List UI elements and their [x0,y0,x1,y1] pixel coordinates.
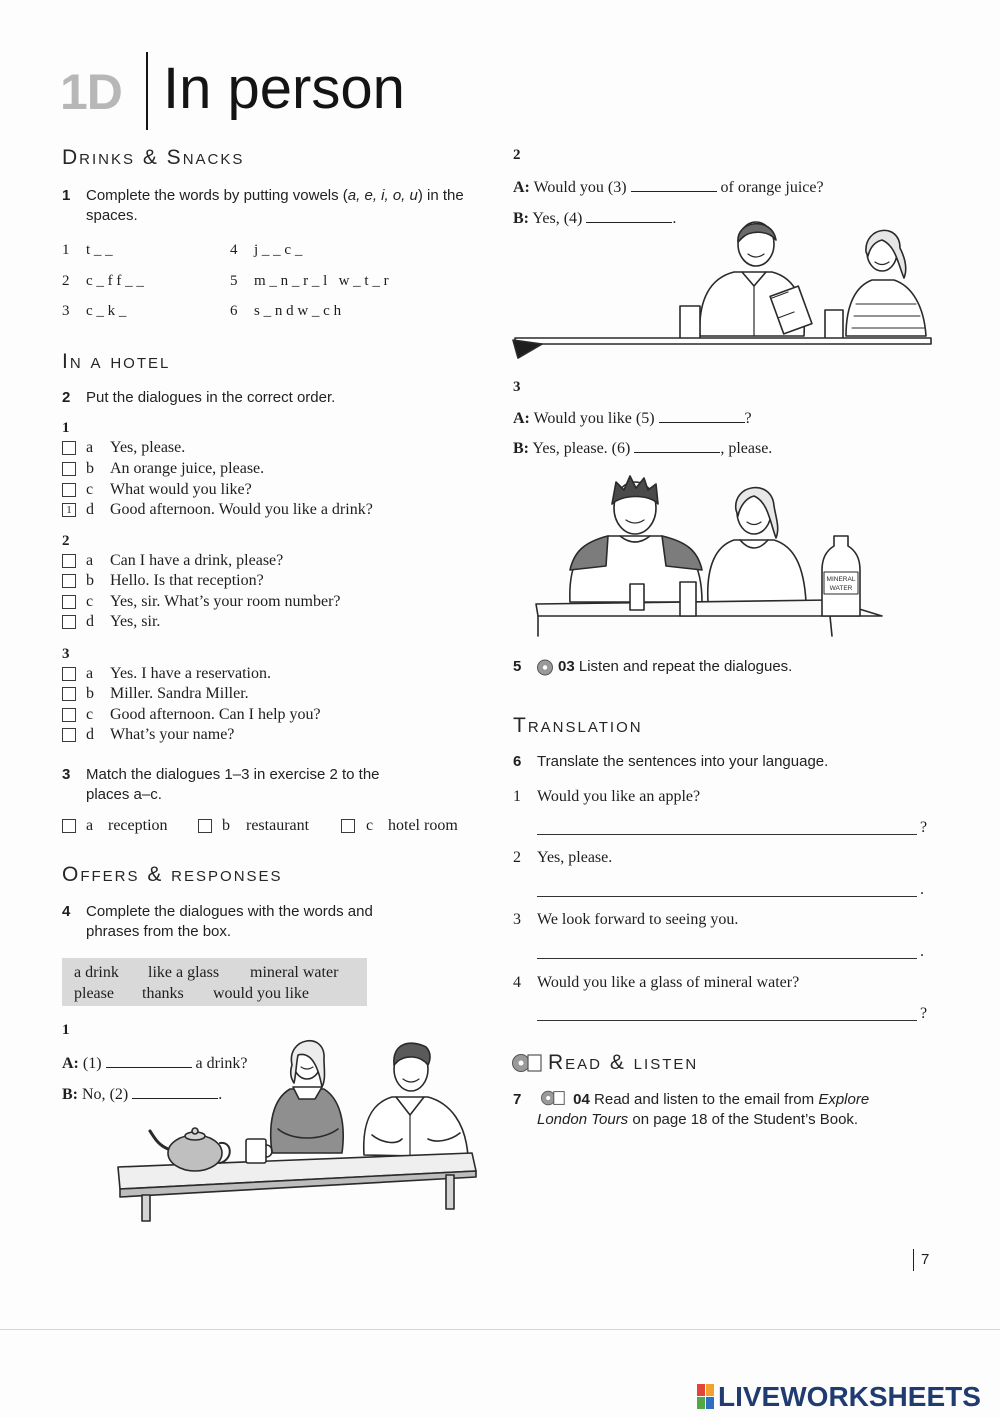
line-letter: c [86,706,94,723]
word-puzzle[interactable]: c _ k _ [86,303,127,319]
line-text: Would you [533,179,608,196]
speaker-label: B: [62,1086,78,1103]
exercise-instruction [558,657,792,677]
dialogue-number: 2 [513,147,521,163]
cd-icon[interactable] [537,1090,569,1106]
word-number: 6 [230,303,238,319]
bottle-label-line: WATER [829,585,853,592]
sentence-number: 1 [513,788,521,805]
dialogue-line: Yes. I have a reservation. [110,665,271,682]
sentence-end-mark: . [920,943,924,960]
place-letter: b [222,817,230,834]
speaker-label: B: [513,210,529,227]
illustration-mineral-water [530,466,890,638]
translation-answer-line[interactable] [537,896,917,897]
line-text: . [672,210,677,227]
instruction-text: ) in the spaces. [86,187,464,224]
man-figure [364,1097,468,1157]
liveworksheets-logo-icon [697,1384,715,1410]
translation-answer-line[interactable] [537,958,917,959]
gap-number: (6) [611,440,631,457]
word-number: 2 [62,273,70,289]
page-number: 7 [921,1251,930,1268]
dialogue-number: 1 [62,1022,70,1038]
sentence-number: 3 [513,911,521,928]
order-box[interactable] [62,595,76,609]
gap-number: (3) [607,179,627,196]
section-heading-offers: Offers & responses [62,863,283,886]
line-letter: d [86,501,94,518]
order-box[interactable] [62,441,76,455]
word-number: 4 [230,242,238,258]
sentence-text: We look forward to seeing you. [537,911,739,928]
line-letter: b [86,572,94,589]
line-letter: c [86,481,94,498]
illustration-orange-juice [510,212,935,362]
dialogue-line: Good afternoon. Would you like a drink? [110,501,373,518]
word-puzzle[interactable]: j _ _ c _ [254,242,303,258]
page-title: In person [163,56,405,121]
order-box[interactable] [62,728,76,742]
exercise-instruction: Translate the sentences into your language. [537,753,829,770]
sentence-text: Would you like a glass of mineral water? [537,974,800,991]
sentence-number: 4 [513,974,521,991]
dialogue-number: 1 [62,420,70,436]
dialogue-line [513,409,752,428]
sentence-number: 2 [513,849,521,866]
dialogue-line [513,178,824,197]
line-letter: d [86,613,94,630]
track-number: 03 [558,658,575,675]
sentence-end-mark: . [920,881,924,898]
word-number: 3 [62,303,70,319]
glass [630,584,644,610]
section-heading-translation: Translation [513,714,643,737]
speaker-label: A: [513,179,530,196]
exercise-instruction [86,186,472,226]
exercise-instruction: Complete the dialogues with the words and phrases from the box. [86,903,373,940]
order-box[interactable] [62,483,76,497]
glass [680,306,700,340]
mug [246,1139,266,1163]
dialogue-line [513,439,772,458]
exercise-instruction [537,1090,902,1130]
sentence-end-mark: ? [920,1005,928,1022]
exercise-number: 7 [513,1091,522,1108]
exercise-instruction: Match the dialogues 1–3 in exercise 2 to the places a–c. [86,766,380,803]
gap-number: (1) [82,1055,102,1072]
dialogue-number: 3 [513,379,521,395]
word-box-item: thanks [142,985,184,1002]
word-puzzle[interactable]: m _ n _ r _ l w _ t _ r [254,273,389,289]
track-number: 04 [573,1091,590,1108]
line-text: . [218,1086,223,1103]
glass [825,310,843,340]
line-letter: b [86,685,94,702]
line-letter: c [86,593,94,610]
place-letter: a [86,817,94,834]
cd-icon[interactable] [536,659,556,676]
sentence-end-mark: ? [920,819,928,836]
liveworksheets-brand: LIVEWORKSHEETS [718,1381,981,1412]
sentence-text: Would you like an apple? [537,788,701,805]
line-text: of orange juice? [716,179,824,196]
line-text: Yes, please. [532,440,612,457]
place-label: hotel room [388,817,458,834]
word-box-item: mineral water [250,964,339,981]
translation-answer-line[interactable] [537,834,917,835]
order-box[interactable] [62,687,76,701]
exercise-number: 5 [513,658,522,675]
gap-number: (5) [635,410,655,427]
line-text: No, [82,1086,110,1103]
word-box-item: like a glass [148,964,220,981]
order-box[interactable] [62,574,76,588]
line-letter: b [86,460,94,477]
instruction-text: Listen and repeat the dialogues. [578,658,793,675]
section-heading-hotel: In a hotel [62,350,171,373]
word-puzzle[interactable]: c _ f f _ _ [86,273,144,289]
title-divider [146,52,148,130]
sentence-text: Yes, please. [537,849,613,866]
cd-icon[interactable] [511,1053,543,1073]
scan-edge-line [0,1329,1000,1330]
line-text: a drink? [191,1055,248,1072]
exercise-instruction: Put the dialogues in the correct order. [86,389,336,406]
speaker-label: B: [513,440,529,457]
unit-label: 1D [60,64,122,120]
bottle-label-line: MINERAL [826,576,856,583]
instruction-text: Read and listen to the email from [594,1091,819,1108]
line-letter: a [86,439,94,456]
word-box-item: please [74,985,114,1002]
section-heading-read-listen: Read & listen [548,1051,699,1074]
instruction-text: on page 18 of the Student’s Book. [628,1111,859,1128]
speaker-label: A: [62,1055,79,1072]
match-box[interactable] [62,819,76,833]
line-letter: a [86,552,94,569]
place-label: reception [108,817,168,834]
line-letter: d [86,726,94,743]
exercise-number: 6 [513,753,522,770]
word-box-item: would you like [213,985,309,1002]
match-box[interactable] [341,819,355,833]
section-heading-drinks-snacks: Drinks & Snacks [62,146,245,169]
dialogue-number: 2 [62,533,70,549]
order-box[interactable] [62,554,76,568]
word-puzzle[interactable]: s _ n d w _ c h [254,303,342,319]
glass [680,582,696,616]
translation-answer-line[interactable] [537,1020,917,1021]
page-number-divider [913,1249,914,1271]
speaker-label: A: [513,410,530,427]
dialogue-line: An orange juice, please. [110,460,265,477]
book-title: Explore London Tours [537,1091,870,1128]
exercise-number: 1 [62,187,71,204]
order-box[interactable] [62,615,76,629]
line-text: , please. [720,440,773,457]
match-box[interactable] [198,819,212,833]
answer-gap[interactable] [634,439,720,453]
order-box[interactable] [62,667,76,681]
gap-number: (2) [109,1086,129,1103]
word-box-item: a drink [74,964,119,981]
woman-figure [708,540,806,602]
dialogue-line: What would you like? [110,481,252,498]
line-letter: a [86,665,94,682]
gap-number: (4) [563,210,583,227]
word-number: 1 [62,242,70,258]
place-letter: c [366,817,374,834]
dialogue-number: 3 [62,646,70,662]
word-number: 5 [230,273,238,289]
dialogue-line: Miller. Sandra Miller. [110,685,249,702]
illustration-couple-teapot [110,1025,482,1225]
table [515,338,931,344]
dialogue-line: Yes, sir. [110,613,161,630]
order-box[interactable] [62,462,76,476]
answer-gap[interactable] [659,409,745,423]
exercise-number: 3 [62,766,71,783]
dialogue-line: Yes, sir. What’s your room number? [110,593,341,610]
dialogue-line: Can I have a drink, please? [110,552,284,569]
word-puzzle[interactable]: t _ _ [86,242,113,258]
dialogue-line: Yes, please. [110,439,186,456]
line-text: ? [744,410,752,427]
dialogue-line: Hello. Is that reception? [110,572,264,589]
instruction-text: Complete the words by putting vowels ( [86,187,348,204]
order-box[interactable]: 1 [62,503,76,517]
dialogue-line: What’s your name? [110,726,235,743]
line-text: Would you like [533,410,636,427]
order-box[interactable] [62,708,76,722]
place-label: restaurant [246,817,310,834]
exercise-number: 2 [62,389,71,406]
line-text: Yes, [532,210,564,227]
dialogue-line: Good afternoon. Can I help you? [110,706,321,723]
exercise-number: 4 [62,903,71,920]
vowels-list: a, e, i, o, u [347,187,418,204]
answer-gap[interactable] [631,178,717,192]
